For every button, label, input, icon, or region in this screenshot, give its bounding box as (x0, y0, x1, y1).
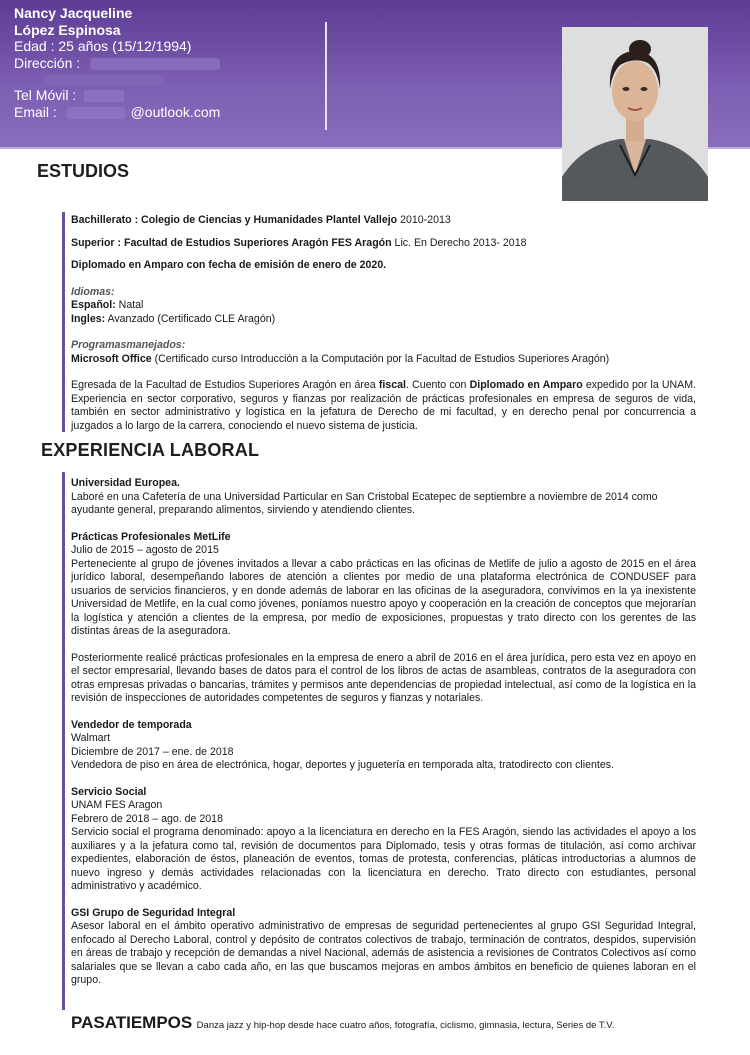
resumen-text-2: . Cuento con (405, 379, 470, 391)
address-label: Dirección : (14, 54, 81, 71)
job-company: UNAM FES Aragon (71, 799, 163, 811)
espanol-label: Español: (71, 299, 116, 311)
job-dates: Diciembre de 2017 – ene. de 2018 (71, 745, 234, 758)
experiencia-accent-rule (62, 472, 65, 1010)
job-gsi (71, 907, 696, 988)
email-domain: @outlook.com (130, 103, 221, 120)
email-redacted (67, 107, 125, 119)
job-description-2: Posteriormente realicé prácticas profesionales en la empresa de enero a abril de 2016 en el área jurídica, pero esta vez en apoyo en el sector empresarial, llevando bases de datos para el control de los libros de actas de asambleas, contratos de la aseguradora con otras empresas privadas o bancarias, trámites y permisos ante dependencias de propiedad intelectual, así como de la logística en la revisión de inspecciones de autoridades competentes de seguros y fianzas y notariales. (71, 651, 696, 704)
office-row (71, 353, 696, 367)
profile-photo-svg (562, 27, 708, 201)
job-dates: Julio de 2015 – agosto de 2015 (71, 544, 219, 556)
address-redacted-2 (44, 75, 164, 85)
espanol-value: Natal (115, 299, 144, 311)
pasatiempos-section (71, 1013, 614, 1033)
phone-row (14, 87, 220, 104)
job-dates: Febrero de 2018 – ago. de 2018 (71, 812, 223, 825)
phone-redacted (84, 90, 124, 102)
header-divider (325, 22, 327, 130)
name-line-2: López Espinosa (14, 21, 121, 38)
office-value: (Certificado curso Introducción a la Computación por la Facultad de Estudios Superiores Aragón) (151, 352, 610, 365)
experiencia-title: EXPERIENCIA LABORAL (41, 440, 260, 460)
address-redacted (90, 58, 220, 70)
office-label: Microsoft Office (71, 352, 152, 365)
espanol-row (71, 299, 696, 313)
bachillerato-label: Bachillerato : Colegio de Ciencias y Humanidades Plantel Vallejo (71, 214, 398, 226)
superior-row (71, 237, 696, 251)
profile-photo (562, 27, 708, 201)
resumen-fiscal: fiscal (378, 379, 406, 391)
bachillerato-row (71, 214, 696, 228)
job-description: Perteneciente al grupo de jóvenes invitados a llevar a cabo prácticas en las oficinas de Metlife de julio a agosto de 2015 en el área jurídico laboral, desempeñando labores de atención a clientes por medio de una plataforma electrónica de CONDUSEF para usuarios de servicios financieros, y en donde además de laborar en las oficinas de la aseguradora, convivimos en la ya inexistente Universidad de Metlife, en la cual como jóvenes, poníamos nuestro apoyo y cooperación en la creación de conceptos que mejorarían la logística y atención a clientes de la empresa, por medio de exposiciones, propuestas y trato directo con los gerentes de las distintas áreas de la aseguradora. (71, 557, 696, 637)
job-title: Universidad Europea. (71, 477, 180, 489)
job-metlife (71, 531, 696, 706)
ingles-row (71, 313, 696, 327)
age: Edad : 25 años (15/12/1994) (14, 38, 192, 54)
job-servicio-social (71, 786, 696, 894)
job-title: Prácticas Profesionales MetLife (71, 530, 231, 543)
resumen-paragraph (71, 379, 696, 433)
idiomas-title: Idiomas: (71, 285, 115, 298)
estudios-title: ESTUDIOS (37, 161, 130, 181)
job-title: Servicio Social (71, 785, 147, 798)
job-company: Walmart (71, 732, 111, 744)
job-title: Vendedor de temporada (71, 718, 192, 731)
job-universidad-europea (71, 477, 696, 518)
ingles-label: Ingles: (71, 312, 106, 325)
address-row (14, 55, 220, 72)
superior-label: Superior : Facultad de Estudios Superiores Aragón FES Aragón (71, 236, 392, 249)
resumen-text-3: expedido por la UNAM. Experiencia en sector corporativo, seguros y fianzas por realización de prácticas profesionales en empresa de seguros de vida, también en sector administrativo y logística en la jefatura de Derecho de mi facultad, y en derecho penal por concurrencia a juzgados a lo largo de la carrera, conociendo el nuevo sistema de justicia. (71, 379, 697, 432)
estudios-section (71, 214, 696, 433)
address-row-2 (14, 71, 220, 87)
resumen-diplomado: Diplomado en Amparo (469, 379, 583, 391)
superior-detail: Lic. En Derecho 2013- 2018 (391, 236, 527, 249)
email-label: Email : (14, 103, 57, 120)
experiencia-section (71, 477, 696, 988)
diplomado: Diplomado en Amparo con fecha de emisión de enero de 2020. (71, 259, 387, 271)
pasatiempos-text: Danza jazz y hip-hop desde hace cuatro años, fotografía, ciclismo, gimnasia, lectura, Series de T.V. (196, 1020, 615, 1031)
job-description: Vendedora de piso en área de electrónica, hogar, deportes y juguetería en temporada alta, tratodirecto con clientes. (71, 759, 614, 771)
name-line-1: Nancy Jacqueline (14, 5, 133, 21)
job-description: Servicio social el programa denominado: apoyo a la licenciatura en derecho en la FES Aragón, siendo las actividades el apoyo a los auxiliares y a la jefatura como tal, revisión de documentos para Diplomado, tesis y otras formas de titulación, así como archivar expedientes, elaboración de éstos, planeación de eventos, tomas de protesta, conferencias, pláticas introductorias a alumnos de nuevo ingreso y demás actividades relacionadas con la licenciatura en derecho. Trato directo con estudiantes, personal administrativo y académico. (71, 826, 696, 892)
job-walmart (71, 719, 696, 773)
bachillerato-years: 2010-2013 (397, 214, 451, 226)
ingles-value: Avanzado (Certificado CLE Aragón) (105, 312, 276, 325)
email-row (14, 104, 220, 121)
phone-label: Tel Móvil : (14, 87, 77, 103)
contact-info (14, 5, 220, 120)
job-description: Laboré en una Cafetería de una Universidad Particular en San Cristobal Ecatepec de septiembre a noviembre de 2014 como ayudante general, preparando alimentos, sirviendo y atendiendo clientes. (71, 490, 658, 516)
resumen-text-1: Egresada de la Facultad de Estudios Superiores Aragón en área (71, 379, 379, 391)
programas-title: Programasmanejados: (71, 339, 186, 351)
estudios-accent-rule (62, 212, 65, 432)
job-title: GSI Grupo de Seguridad Integral (71, 906, 236, 919)
pasatiempos-title: PASATIEMPOS (71, 1013, 193, 1032)
job-description: Asesor laboral en el ámbito operativo administrativo de empresas de seguridad pertenecientes al grupo GSI Seguridad Integral, enfocado al Derecho Laboral, control y depósito de contratos colectivos de trabajo, terminación de contratos, despidos, supervisión en áreas de trabajo y recepción de demandas a nivel Nacional, además de asistencia a revisiones de Contratos Colectivos así como salariales que se llevan a cabo cada año, en las que buscamos mejoras en ambos ámbitos en beneficio de quienes laboran en el grupo. (71, 920, 696, 986)
